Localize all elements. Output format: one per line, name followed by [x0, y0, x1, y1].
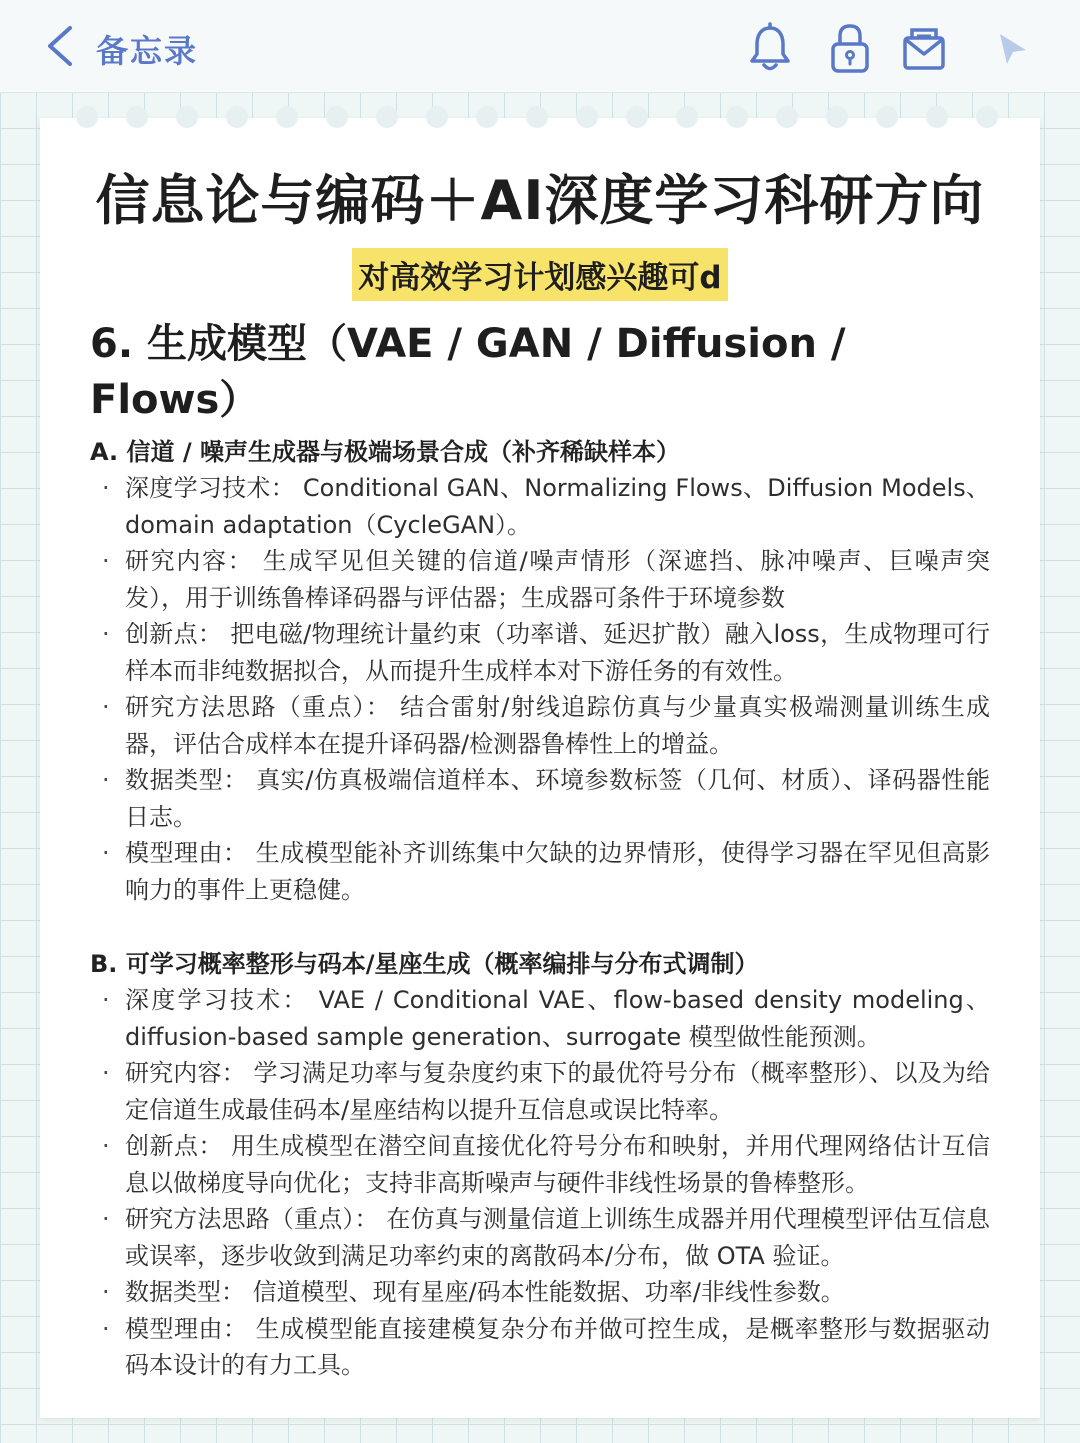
lock-button[interactable]: [826, 22, 874, 74]
chevron-left-icon: [40, 20, 84, 72]
subsection-b-heading: B. 可学习概率整形与码本/星座生成（概率编排与分布式调制）: [90, 950, 759, 978]
lock-icon: [826, 22, 874, 74]
list-item: · 研究内容： 学习满足功率与复杂度约束下的最优符号分布（概率整形）、以及为给定信道生成最佳码本/星座结构以提升互信息或误比特率。: [90, 1055, 990, 1128]
list-item: · 模型理由： 生成模型能补齐训练集中欠缺的边界情形，使得学习器在罕见但高影响力的事件上更稳健。: [90, 835, 990, 908]
highlight-subtitle: 对高效学习计划感兴趣可d: [352, 248, 727, 301]
mail-button[interactable]: [900, 22, 948, 74]
section-title: 6. 生成模型（VAE / GAN / Diffusion / Flows）: [90, 321, 846, 423]
paper-holes: [40, 106, 1040, 132]
list-item: · 深度学习技术： VAE / Conditional VAE、flow-based density modeling、diffusion-based sample generation、surrogate 模型做性能预测。: [90, 982, 990, 1055]
list-item: · 数据类型： 信道模型、现有星座/码本性能数据、功率/非线性参数。: [90, 1274, 990, 1311]
list-item: · 研究内容： 生成罕见但关键的信道/噪声情形（深遮挡、脉冲噪声、巨噪声突发），用于训练鲁棒译码器与评估器；生成器可条件于环境参数: [90, 543, 990, 616]
list-item: · 深度学习技术： Conditional GAN、Normalizing Flows、Diffusion Models、domain adaptation（CycleGAN）。: [90, 470, 990, 543]
nav-bar: [0, 0, 1080, 93]
mail-icon: [900, 22, 948, 74]
list-item: · 创新点： 用生成模型在潜空间直接优化符号分布和映射，并用代理网络估计互信息以做梯度导向优化；支持非高斯噪声与硬件非线性场景的鲁棒整形。: [90, 1128, 990, 1201]
note-title: 信息论与编码＋AI深度学习科研方向: [95, 169, 985, 232]
subsection-b-list: [90, 982, 990, 1384]
note-page: [40, 118, 1040, 1418]
list-item: · 模型理由： 生成模型能直接建模复杂分布并做可控生成，是概率整形与数据驱动码本设计的有力工具。: [90, 1311, 990, 1384]
subsection-a-list: [90, 470, 990, 908]
list-item: · 创新点： 把电磁/物理统计量约束（功率谱、延迟扩散）融入loss，生成物理可行样本而非纯数据拟合，从而提升生成样本对下游任务的有效性。: [90, 616, 990, 689]
back-label[interactable]: 备忘录: [96, 32, 199, 70]
list-item: · 研究方法思路（重点）： 在仿真与测量信道上训练生成器并用代理模型评估互信息或误率，逐步收敛到满足功率约束的离散码本/分布，做 OTA 验证。: [90, 1201, 990, 1274]
bell-icon: [746, 22, 794, 74]
list-item: · 研究方法思路（重点）： 结合雷射/射线追踪仿真与少量真实极端测量训练生成器，评估合成样本在提升译码器/检测器鲁棒性上的增益。: [90, 689, 990, 762]
note-body[interactable]: [90, 316, 990, 1384]
send-button[interactable]: [992, 22, 1032, 74]
subsection-a-heading: A. 信道 / 噪声生成器与极端场景合成（补齐稀缺样本）: [90, 438, 680, 466]
back-button[interactable]: [40, 20, 84, 72]
bell-button[interactable]: [746, 22, 794, 74]
send-icon: [992, 22, 1032, 74]
list-item: · 数据类型： 真实/仿真极端信道样本、环境参数标签（几何、材质）、译码器性能日志。: [90, 762, 990, 835]
